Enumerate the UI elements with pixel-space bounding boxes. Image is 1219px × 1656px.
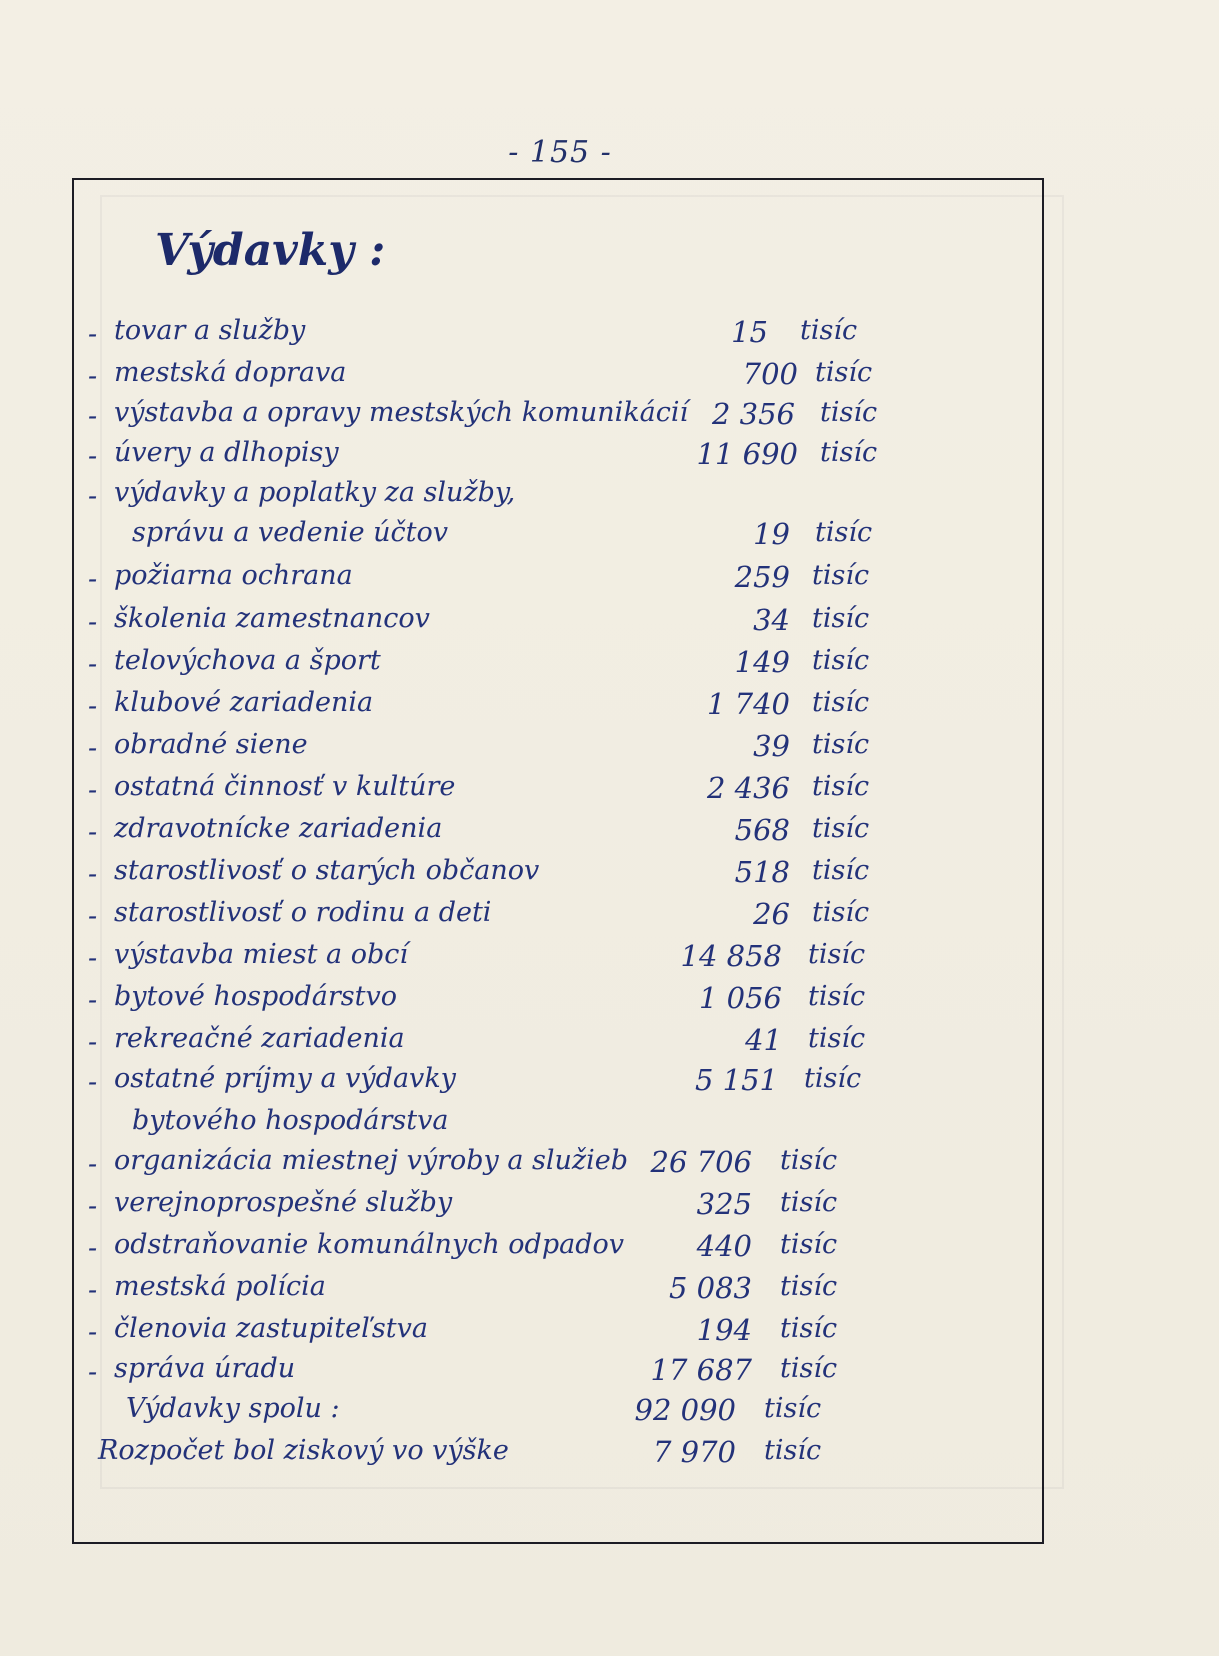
row-bullet-dash: - [88,859,98,890]
row-amount: 259 [734,560,790,594]
row-bullet-dash: - [88,943,98,974]
row-label: mestská doprava [114,357,347,388]
row-bullet-dash: - [88,1317,98,1348]
row-amount: 41 [745,1023,782,1057]
expense-row [88,1187,968,1233]
row-amount: 34 [753,603,790,637]
row-amount: 14 858 [680,939,782,973]
expense-row [88,897,968,943]
row-unit: tisíc [764,1393,822,1424]
expense-row [88,1145,968,1191]
row-label: tovar a služby [114,315,306,346]
row-bullet-dash: - [88,1027,98,1058]
row-amount: 149 [734,645,790,679]
row-bullet-dash: - [88,1067,98,1098]
page-title: Výdavky : [155,225,386,276]
row-bullet-dash: - [88,1275,98,1306]
row-unit: tisíc [780,1229,838,1260]
row-bullet-dash: - [88,564,98,595]
row-amount: 7 970 [652,1435,736,1469]
expense-row [88,1063,968,1109]
row-label: starostlivosť o rodinu a deti [114,897,492,928]
row-amount: 1 056 [698,981,782,1015]
row-unit: tisíc [804,1063,862,1094]
row-bullet-dash: - [88,319,98,350]
row-unit: tisíc [808,1023,866,1054]
row-label: verejnoprospešné služby [114,1187,453,1218]
row-amount: 2 356 [711,397,795,431]
expense-row [72,1393,952,1439]
row-amount: 26 [753,897,790,931]
row-unit: tisíc [812,560,870,591]
row-label: obradné siene [114,729,308,760]
row-label: rekreačné zariadenia [114,1023,405,1054]
expense-row [88,813,968,859]
row-unit: tisíc [812,729,870,760]
page-number: - 155 - [508,135,612,170]
row-bullet-dash: - [88,361,98,392]
row-unit: tisíc [808,981,866,1012]
expense-row [88,517,968,563]
row-unit: tisíc [812,687,870,718]
row-bullet-dash: - [88,901,98,932]
row-label: ostatná činnosť v kultúre [114,771,456,802]
row-bullet-dash: - [88,649,98,680]
row-label: bytového hospodárstva [132,1105,449,1136]
expense-row [88,939,968,985]
row-unit: tisíc [764,1435,822,1466]
row-amount: 26 706 [650,1145,752,1179]
row-label: mestská polícia [114,1271,326,1302]
expense-row [88,1271,968,1317]
row-bullet-dash: - [88,1149,98,1180]
expense-row [88,687,968,733]
row-bullet-dash: - [88,691,98,722]
row-label: školenia zamestnancov [114,603,430,634]
row-unit: tisíc [780,1353,838,1384]
row-unit: tisíc [812,603,870,634]
row-amount: 194 [696,1313,752,1347]
row-amount: 1 740 [706,687,790,721]
expense-row [72,1435,952,1481]
row-label: ostatné príjmy a výdavky [114,1063,456,1094]
row-label: správu a vedenie účtov [132,517,448,548]
row-unit: tisíc [820,397,878,428]
row-unit: tisíc [780,1187,838,1218]
row-unit: tisíc [812,645,870,676]
row-bullet-dash: - [88,441,98,472]
row-bullet-dash: - [88,401,98,432]
row-bullet-dash: - [88,1233,98,1264]
row-amount: 15 [731,315,768,349]
row-unit: tisíc [780,1313,838,1344]
row-amount: 518 [734,855,790,889]
row-label: zdravotnícke zariadenia [114,813,443,844]
row-unit: tisíc [815,517,873,548]
row-label: odstraňovanie komunálnych odpadov [114,1229,625,1260]
row-label: členovia zastupiteľstva [114,1313,428,1344]
row-label: Rozpočet bol ziskový vo výške [98,1435,509,1466]
row-label: požiarna ochrana [114,560,353,591]
row-label: bytové hospodárstvo [114,981,397,1012]
row-unit: tisíc [800,315,858,346]
row-bullet-dash: - [88,775,98,806]
row-label: starostlivosť o starých občanov [114,855,540,886]
row-unit: tisíc [812,855,870,886]
row-unit: tisíc [808,939,866,970]
row-unit: tisíc [820,437,878,468]
row-amount: 19 [753,517,790,551]
row-unit: tisíc [815,357,873,388]
row-label: výstavba miest a obcí [114,939,409,970]
row-label: Výdavky spolu : [126,1393,340,1424]
row-label: výstavba a opravy mestských komunikácií [114,397,689,428]
expense-row [88,855,968,901]
row-unit: tisíc [780,1145,838,1176]
row-unit: tisíc [812,771,870,802]
row-bullet-dash: - [88,985,98,1016]
row-label: telovýchova a šport [114,645,381,676]
row-amount: 700 [742,357,798,391]
row-label: správa úradu [114,1353,296,1384]
row-label: organizácia miestnej výroby a služieb [114,1145,629,1176]
expense-row [88,1229,968,1275]
row-amount: 11 690 [696,437,798,471]
row-label: výdavky a poplatky za služby, [114,477,516,508]
row-bullet-dash: - [88,607,98,638]
row-unit: tisíc [780,1271,838,1302]
row-amount: 2 436 [706,771,790,805]
row-amount: 5 083 [668,1271,752,1305]
row-bullet-dash: - [88,733,98,764]
row-bullet-dash: - [88,817,98,848]
expense-row [88,981,968,1027]
row-amount: 92 090 [634,1393,736,1427]
row-amount: 17 687 [650,1353,752,1387]
row-label: klubové zariadenia [114,687,374,718]
row-bullet-dash: - [88,481,98,512]
row-amount: 5 151 [694,1063,778,1097]
expense-row [88,560,968,606]
expense-row [88,603,968,649]
expense-row [88,315,968,361]
row-unit: tisíc [812,813,870,844]
expense-row [88,771,968,817]
row-unit: tisíc [812,897,870,928]
row-bullet-dash: - [88,1357,98,1388]
row-label: úvery a dlhopisy [114,437,339,468]
row-amount: 325 [696,1187,752,1221]
expense-row [88,729,968,775]
row-amount: 39 [753,729,790,763]
expense-row [88,645,968,691]
row-amount: 440 [696,1229,752,1263]
row-amount: 568 [734,813,790,847]
row-bullet-dash: - [88,1191,98,1222]
